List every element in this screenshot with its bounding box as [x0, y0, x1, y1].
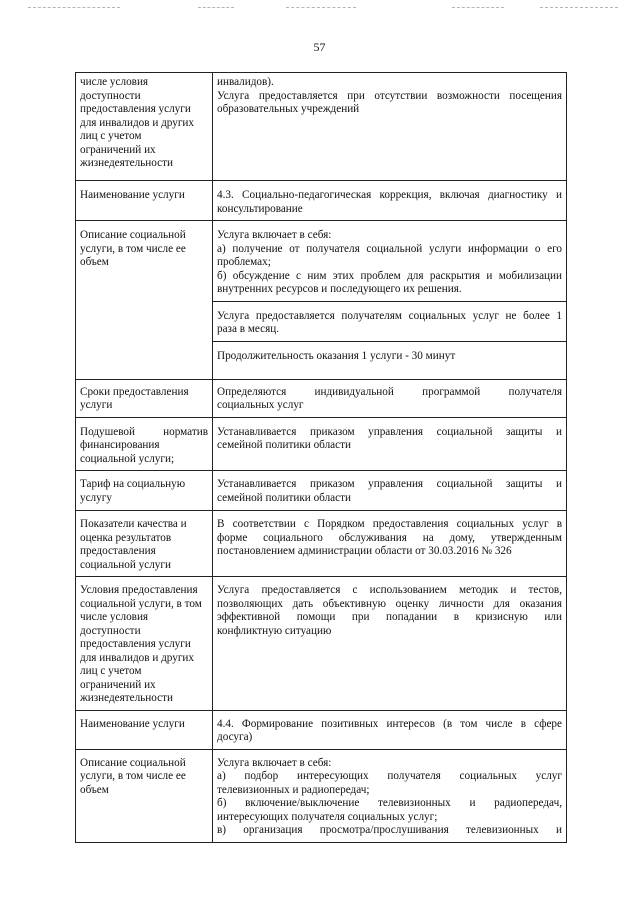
label-line: услугу — [80, 491, 112, 504]
label-line: объем — [80, 256, 109, 268]
row-value: Продолжительность оказания 1 услуги - 30 минут — [213, 341, 567, 379]
label-line: социальной услуги, в том — [80, 597, 202, 610]
label-line: лиц с учетом — [80, 665, 142, 677]
label-line: Сроки предоставления — [80, 385, 189, 398]
value-line: а) получение от получателя социальной услуги информации о его — [217, 242, 562, 255]
value-line: раза в месяц. — [217, 323, 280, 335]
scan-artifact-line — [286, 7, 356, 8]
label-line: Описание социальной — [80, 229, 186, 241]
scan-artifact-line — [198, 7, 234, 8]
label-line: услуги — [80, 399, 113, 411]
value-line: семейной политики области — [217, 439, 351, 451]
value-line: Устанавливается приказом управления социальной защиты и — [217, 425, 562, 438]
row-label — [76, 749, 213, 842]
label-line: Тариф на социальную — [80, 478, 186, 490]
table-row — [76, 577, 567, 711]
value-line: в) организация просмотра/прослушивания телевизионных и — [217, 824, 562, 836]
table-row — [76, 471, 567, 511]
page-number: 57 — [313, 40, 326, 54]
label-line: услуги, в том числе ее — [80, 770, 186, 782]
label-line: Подушевой норматив — [80, 425, 208, 438]
row-value — [213, 471, 567, 511]
table-row — [76, 749, 567, 842]
service-title-line: досуга) — [217, 731, 253, 743]
value-line: эффективной помощи при попадании в кризисную или — [217, 611, 562, 623]
row-label — [76, 73, 213, 181]
row-value — [213, 181, 567, 221]
value-line: б) обсуждение с ним этих проблем для раскрытия и мобилизации — [217, 269, 562, 282]
value-line: Устанавливается приказом управления социальной защиты и — [217, 478, 562, 490]
value-line: Услуга включает в себя: — [217, 229, 332, 241]
table-row — [76, 710, 567, 749]
table-row — [76, 379, 567, 417]
label-line: доступности — [80, 624, 141, 637]
table-row — [76, 221, 567, 302]
value-line: семейной политики области — [217, 491, 351, 504]
service-title-line: консультирование — [217, 202, 303, 215]
value-line: образовательных учреждений — [217, 103, 360, 115]
table-row — [76, 511, 567, 577]
label-line: жизнедеятельности — [80, 157, 173, 169]
row-label: Наименование услуги — [76, 710, 213, 749]
label-line: числе условия — [80, 611, 149, 623]
label-line: ограничений их — [80, 143, 156, 156]
table-row — [76, 417, 567, 471]
row-label — [76, 471, 213, 511]
row-value — [213, 221, 567, 302]
label-line: финансирования — [80, 439, 160, 451]
value-line: постановлением администрации области от 30.03.2016 № 326 — [217, 545, 512, 557]
value-line: социальных услуг — [217, 399, 304, 411]
value-line: В соответствии с Порядком предоставления социальных услуг в — [217, 518, 562, 530]
value-line: интересующих получателя социальных услуг; — [217, 810, 438, 823]
label-line: числе условия — [80, 76, 149, 88]
label-line: доступности — [80, 89, 141, 102]
label-line: предоставления услуги — [80, 638, 191, 650]
row-value — [213, 511, 567, 577]
label-line: для инвалидов и других — [80, 651, 195, 664]
value-line: б) включение/выключение телевизионных и радиопередач, — [217, 797, 562, 809]
label-line: для инвалидов и других — [80, 116, 195, 129]
row-value — [213, 417, 567, 471]
value-line: Услуга предоставляется получателям социальных услуг не более 1 — [217, 309, 562, 322]
table-row — [76, 181, 567, 221]
value-line: телевизионных и радиопередач; — [217, 783, 370, 796]
row-label — [76, 417, 213, 471]
value-line: конфликтную ситуацию — [217, 624, 332, 637]
services-table — [75, 72, 567, 843]
label-line: ограничений их — [80, 678, 156, 691]
row-label — [76, 511, 213, 577]
label-line: Описание социальной — [80, 756, 186, 769]
value-line: внутренних ресурсов и последующего их решения. — [217, 283, 462, 295]
row-value — [213, 73, 567, 181]
label-line: жизнедеятельности — [80, 692, 173, 704]
row-label: Наименование услуги — [76, 181, 213, 221]
value-line: позволяющих дать объективную оценку личности для оказания — [217, 597, 562, 610]
label-line: социальной услуги — [80, 558, 171, 571]
service-title-line: 4.3. Социально-педагогическая коррекция, включая диагностику и — [217, 189, 562, 201]
row-value — [213, 577, 567, 711]
value-line: а) подбор интересующих получателя социальных услуг — [217, 770, 562, 782]
label-line: предоставления — [80, 545, 156, 557]
value-line: Услуга включает в себя: — [217, 756, 332, 769]
row-value — [213, 749, 567, 842]
service-title-line: 4.4. Формирование позитивных интересов (в том числе в сфере — [217, 717, 562, 730]
label-line: услуги, в том числе ее — [80, 242, 186, 255]
row-label — [76, 379, 213, 417]
row-value — [213, 379, 567, 417]
value-line: форме социального обслуживания на дому, утвержденным — [217, 531, 562, 544]
label-line: Условия предоставления — [80, 584, 198, 596]
row-label — [76, 221, 213, 380]
label-line: объем — [80, 783, 109, 796]
value-line: Определяются индивидуальной программой получателя — [217, 385, 562, 398]
row-label — [76, 577, 213, 711]
row-value — [213, 301, 567, 341]
scan-artifact-line — [452, 7, 504, 8]
scan-artifact-line — [540, 7, 618, 8]
value-line: проблемах; — [217, 256, 271, 268]
label-line: лиц с учетом — [80, 130, 142, 142]
label-line: оценка результатов — [80, 531, 172, 544]
value-line: Услуга предоставляется с использованием методик и тестов, — [217, 584, 562, 596]
value-line: инвалидов). — [217, 76, 274, 88]
scan-artifact-line — [28, 7, 120, 8]
value-line: Услуга предоставляется при отсутствии возможности посещения — [217, 89, 562, 102]
label-line: Показатели качества и — [80, 518, 187, 530]
table-row — [76, 73, 567, 181]
row-value — [213, 710, 567, 749]
label-line: социальной услуги; — [80, 452, 175, 465]
label-line: предоставления услуги — [80, 103, 191, 115]
